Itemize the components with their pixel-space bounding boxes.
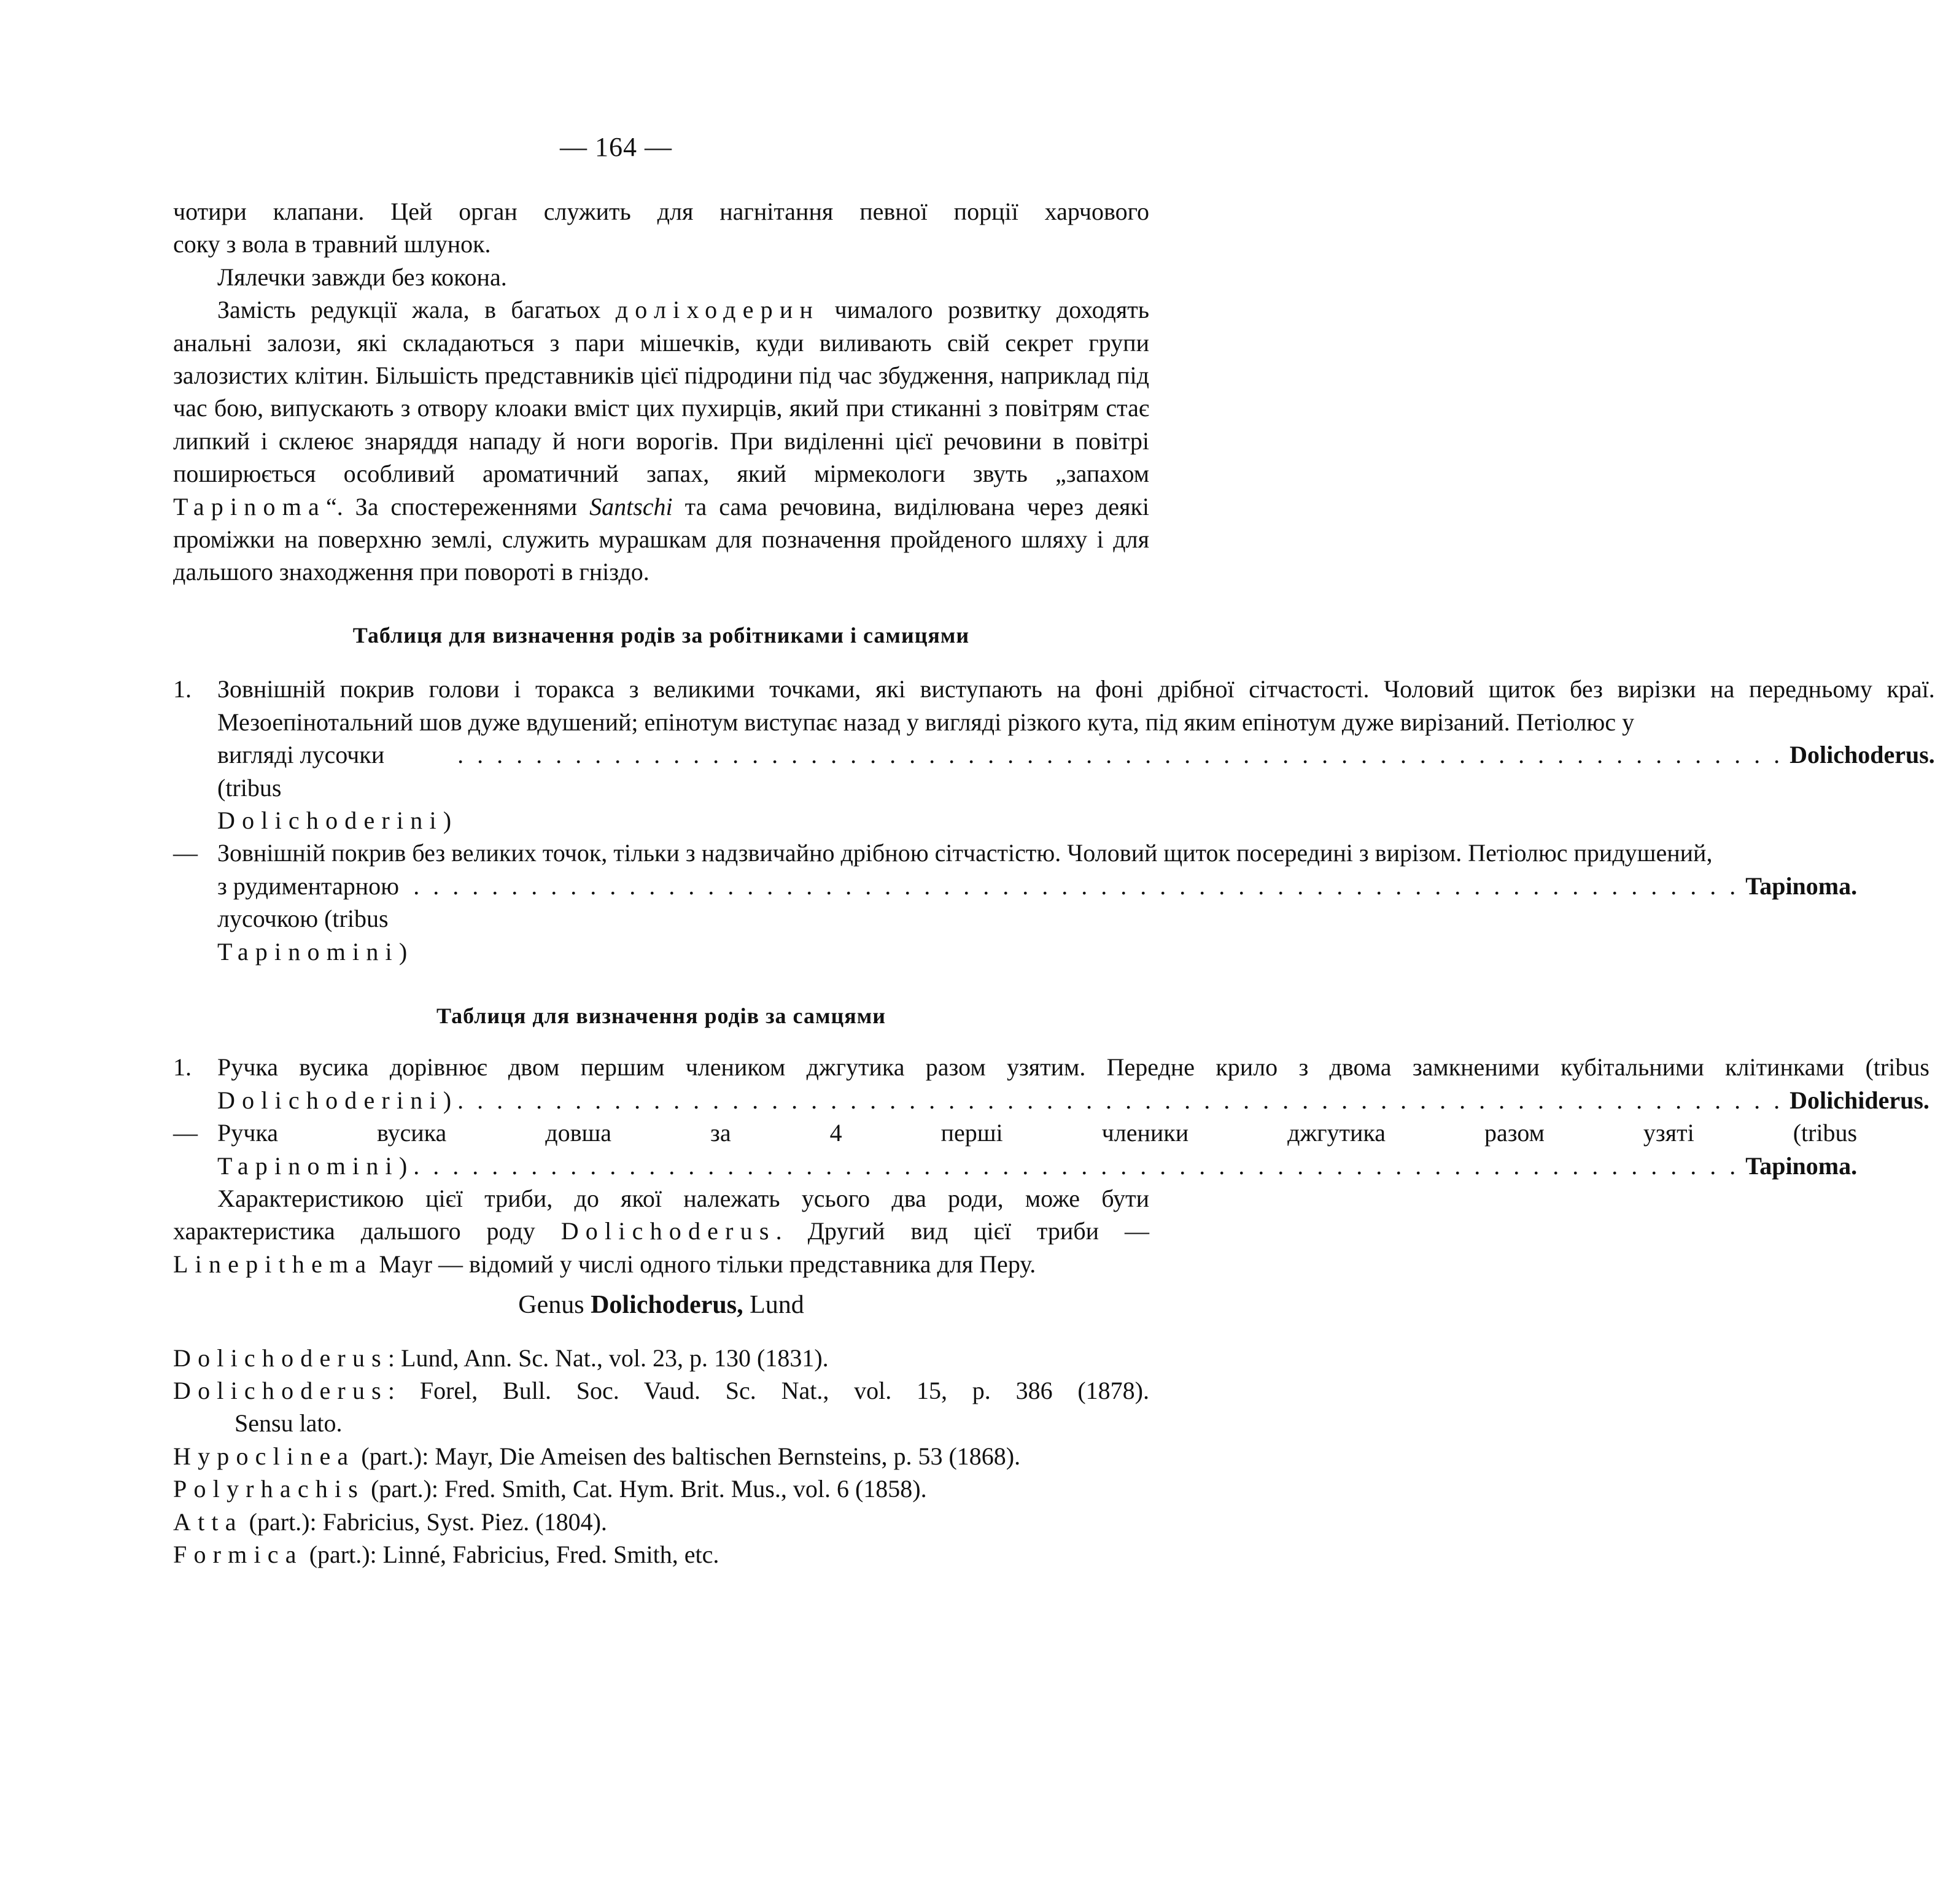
key-entry xyxy=(173,1116,1858,1182)
genus-name: Tapinoma xyxy=(173,492,326,521)
page-number: — 164 — xyxy=(560,132,672,162)
synonymy-entry: Dolichoderus: Lund, Ann. Sc. Nat., vol. 23, p. 130 (1831). xyxy=(173,1344,829,1372)
key-text: Ручка вусика довша за 4 перші членики джгутика разом узяті (tribus xyxy=(217,1119,1858,1147)
key-dash: — xyxy=(173,1119,198,1147)
synonymy-entry: Hypoclinea (part.): Mayr, Die Ameisen des baltischen Bernsteins, p. 53 (1868). xyxy=(173,1442,1021,1470)
genus-heading: Genus Dolichoderus, Lund xyxy=(518,1291,804,1320)
key-dash: — xyxy=(173,839,198,867)
paragraph-tribe-characteristic: Характеристикою цієї триби, до якої належать усього два роди, може бути характеристика дальшого роду Dolichoderus. Другий вид цієї триби — Linepithema Mayr — відомий у числі одного тільки представника для Перу. xyxy=(173,1184,1149,1278)
synonymy-entry: Polyrhachis (part.): Fred. Smith, Cat. Hym. Brit. Mus., vol. 6 (1858). xyxy=(173,1475,927,1503)
key-text: Зовнішній покрив без великих точок, тільки з надзвичайно дрібною сітчастістю. Чоловий щиток посередині з вирізом. Петіолюс придушений, xyxy=(217,839,1713,867)
key-number: 1. xyxy=(173,675,192,703)
paragraph-anal-glands: Замість редукції жала, в багатьох доліходерин чималого розвитку доходять анальні залози, які складаються з пари мішечків, куди виливають свій секрет групи залозистих клітин. Більшість представників цієї підродини під час збудження, наприклад під час бою, випускають з отвору клоаки вміст цих пухирців, який при стиканні з повітрям стає липкий і склеює знаряддя нападу й ноги ворогів. При виділенні цієї речовини в повітрі поширюється особливий ароматичний запах, який мірмекологи звуть „запахом Tapinoma“. За спостереженнями Santschi та сама речовина, виділювана через деякі проміжки на поверхню землі, служить мурашкам для позначення пройденого шляху і для дальшого знаходження при повороті в гніздо. xyxy=(173,296,1149,586)
key-text: Ручка вусика дорівнює двом першим члеником джгутика разом узятим. Передне крило з двома замкненими кубітальними клітинками (tribus xyxy=(217,1053,1929,1082)
genus-name: доліходерин xyxy=(615,296,820,324)
dot-leader xyxy=(457,1084,1783,1116)
paragraph-line: соку з вола в травний шлунок. xyxy=(173,230,491,258)
section-heading-males: Таблиця для визначення родів за самцями xyxy=(436,1003,886,1028)
key-entry xyxy=(173,673,1935,837)
key-entry xyxy=(173,837,1858,968)
tribe-name: Tapinomini xyxy=(217,1151,399,1180)
genus-result: Tapinoma. xyxy=(1745,872,1858,900)
key-result-line: Tapinomini) . . . Tapinoma. xyxy=(217,1150,1857,1182)
synonymy-entry: Formica (part.): Linné, Fabricius, Fred. Smith, etc. xyxy=(173,1541,719,1569)
genus-result: Dolichoderus. xyxy=(1790,741,1935,769)
dot-leader xyxy=(457,738,1783,771)
sensu-lato: Sensu lato. xyxy=(235,1409,343,1438)
key-result-line: вигляді лусочки (tribus Dolichoderini) . . . Dolichoderus. xyxy=(217,738,1935,837)
dot-leader xyxy=(413,1150,1739,1182)
tribe-name: Tapinomini xyxy=(217,937,399,966)
genus-result: Dolichiderus. xyxy=(1790,1086,1929,1114)
key-number: 1. xyxy=(173,1053,192,1082)
synonymy-entry: Atta (part.): Fabricius, Syst. Piez. (1804). xyxy=(173,1507,607,1536)
tribe-name: Dolichoderini xyxy=(217,806,443,834)
key-entry xyxy=(173,1051,1929,1116)
key-result-line: з рудиментарною лусочкою (tribus Tapinomini) . . . Tapinoma. xyxy=(217,870,1857,968)
dot-leader xyxy=(413,870,1739,902)
key-result-line: Dolichoderini) . . . Dolichiderus. xyxy=(217,1084,1929,1116)
author-name: Santschi xyxy=(589,492,673,521)
synonymy-entry: Dolichoderus: Forel, Bull. Soc. Vaud. Sc. Nat., vol. 15, p. 386 (1878). xyxy=(173,1377,1149,1404)
paragraph-pupae: Лялечки завжди без кокона. xyxy=(217,263,507,291)
section-heading-workers: Таблиця для визначення родів за робітниками і самицями xyxy=(352,622,970,648)
tribe-name: Dolichoderini xyxy=(217,1086,443,1114)
genus-result: Tapinoma. xyxy=(1745,1151,1858,1180)
key-text: Зовнішній покрив голови і торакса з великими точками, які виступають на фоні дрібної сітчастості. Чоловий щиток без вирізки на передньому краї. Мезоепінотальний шов дуже вдушений; епінотум виступає назад у вигляді різкого кута, під яким епінотум дуже вирізаний. Петіолюс у xyxy=(217,675,1935,736)
paragraph-line: чотири клапани. Цей орган служить для нагнітання певної порції харчового xyxy=(173,198,1149,225)
genus-name: Linepithema xyxy=(173,1250,373,1278)
synonymy-list xyxy=(173,1342,1149,1571)
genus-name: Dolichoderus xyxy=(560,1217,776,1245)
text-column xyxy=(173,195,1935,1571)
